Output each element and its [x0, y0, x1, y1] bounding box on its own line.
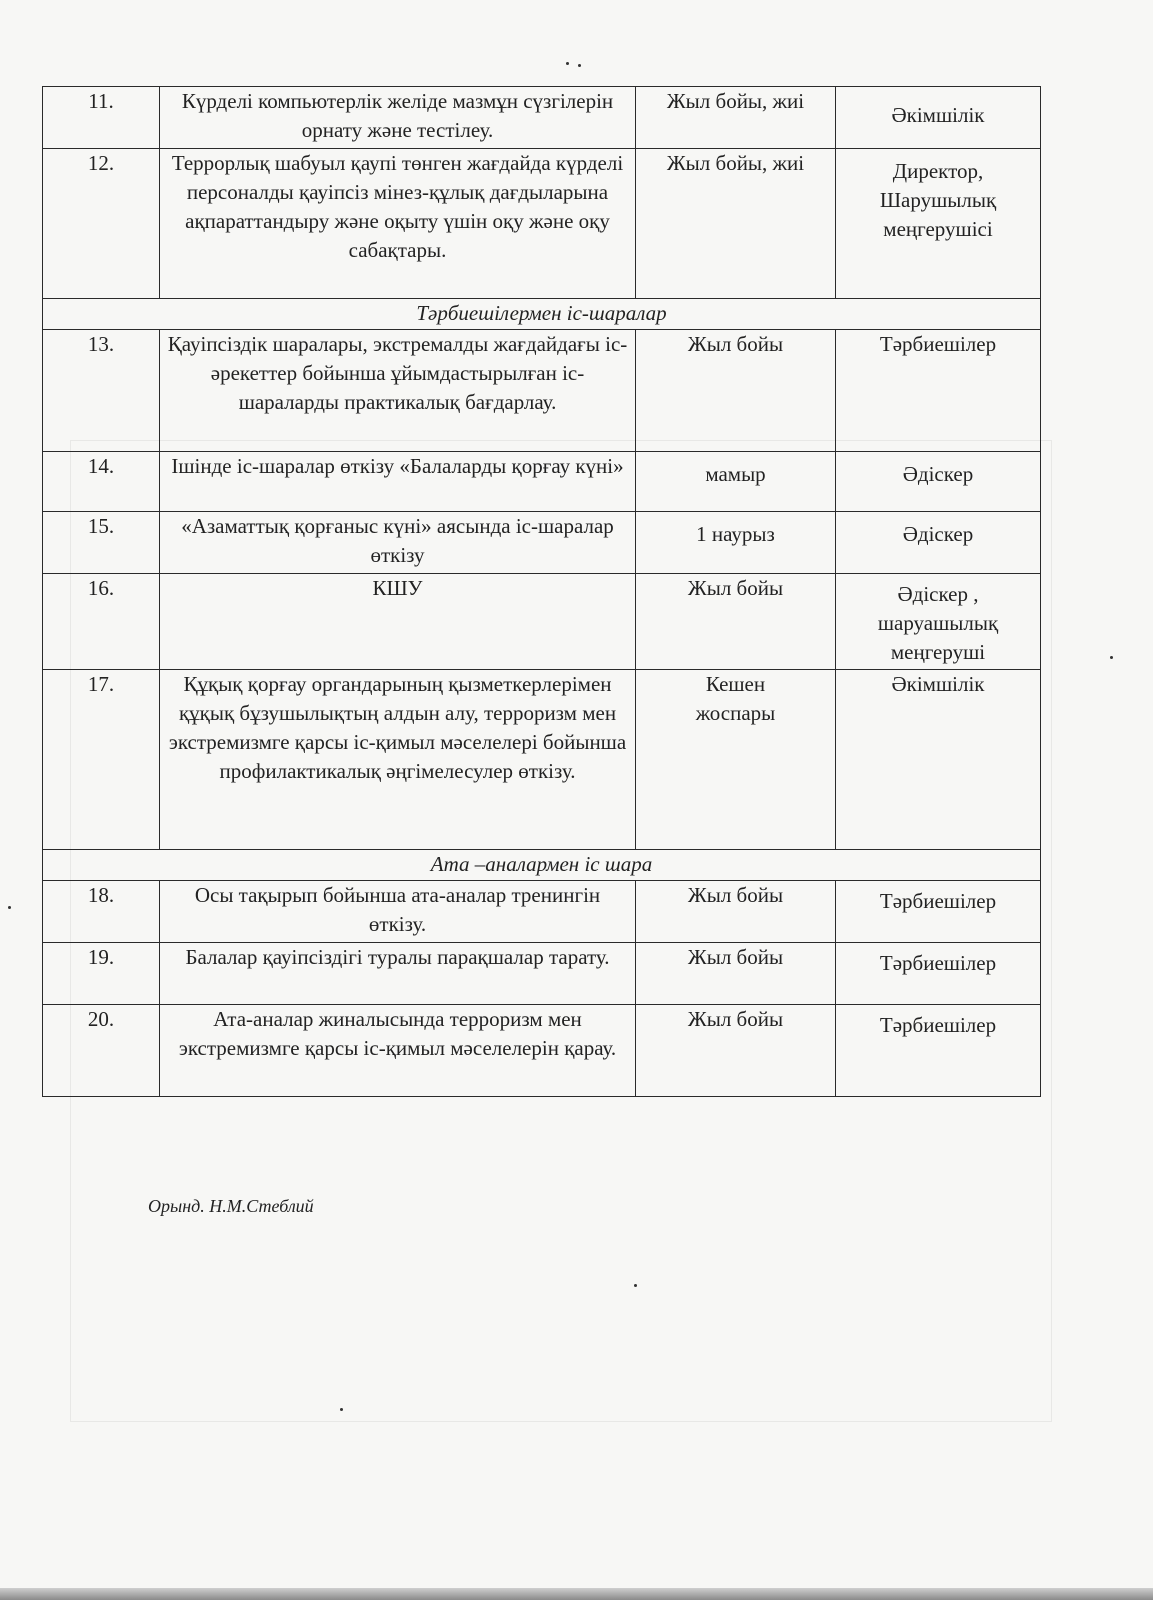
- scan-speck: [634, 1284, 637, 1287]
- event-date: Жыл бойы, жиі: [636, 149, 836, 299]
- table-row: [43, 881, 1041, 943]
- table-row: [43, 670, 1041, 850]
- event-responsible: Тәрбиешілер: [836, 1005, 1041, 1097]
- section-header-row: [43, 299, 1041, 330]
- row-number: 14.: [43, 452, 160, 512]
- event-date: Кешен жоспары: [636, 670, 836, 850]
- table-row: [43, 512, 1041, 574]
- section-title-educators: Тәрбиешілермен іс-шаралар: [43, 299, 1041, 330]
- table-row: [43, 574, 1041, 670]
- event-description: Қауіпсіздік шаралары, экстремалды жағдайдағы іс-әрекеттер бойынша ұйымдастырылған іс-шараларды практикалық бағдарлау.: [160, 330, 636, 452]
- event-description: Құқық қорғау органдарының қызметкерлерімен құқық бұзушылықтың алдын алу, терроризм мен экстремизмге қарсы іс-қимыл мәселелері бойынша профилактикалық әңгімелесулер өткізу.: [160, 670, 636, 850]
- section-header-row: [43, 850, 1041, 881]
- scanner-bottom-edge: [0, 1588, 1153, 1600]
- row-number: 16.: [43, 574, 160, 670]
- event-date: Жыл бойы: [636, 1005, 836, 1097]
- table-row: [43, 452, 1041, 512]
- row-number: 11.: [43, 87, 160, 149]
- event-date: Жыл бойы: [636, 881, 836, 943]
- row-number: 17.: [43, 670, 160, 850]
- event-description: «Азаматтық қорғаныс күні» аясында іс-шаралар өткізу: [160, 512, 636, 574]
- table-row: [43, 1005, 1041, 1097]
- event-description: Террорлық шабуыл қаупі төнген жағдайда күрделі персоналды қауіпсіз мінез-құлық дағдыларына ақпараттандыру және оқыту үшін оқу және оқу сабақтары.: [160, 149, 636, 299]
- table-row: [43, 149, 1041, 299]
- scan-speck: [1110, 656, 1113, 659]
- row-number: 18.: [43, 881, 160, 943]
- executor-signature: Орынд. Н.М.Стеблий: [148, 1196, 314, 1216]
- event-date: Жыл бойы: [636, 330, 836, 452]
- event-plan-table: [42, 86, 1041, 1097]
- row-number: 13.: [43, 330, 160, 452]
- section-title-parents: Ата –аналармен іс шара: [43, 850, 1041, 881]
- event-description: КШУ: [160, 574, 636, 670]
- table-row: [43, 87, 1041, 149]
- event-date: Жыл бойы, жиі: [636, 87, 836, 149]
- event-description: Ата-аналар жиналысында терроризм мен экстремизмге қарсы іс-қимыл мәселелерін қарау.: [160, 1005, 636, 1097]
- scan-speck: [340, 1408, 343, 1411]
- event-responsible: Әдіскер: [836, 452, 1041, 512]
- table-row: [43, 330, 1041, 452]
- scan-speck: [578, 64, 581, 67]
- row-number: 20.: [43, 1005, 160, 1097]
- row-number: 15.: [43, 512, 160, 574]
- event-date: Жыл бойы: [636, 943, 836, 1005]
- event-date: Жыл бойы: [636, 574, 836, 670]
- event-date: 1 наурыз: [636, 512, 836, 574]
- event-responsible: Тәрбиешілер: [836, 943, 1041, 1005]
- event-responsible: Әдіскер , шаруашылық меңгеруші: [836, 574, 1041, 670]
- event-responsible: Әдіскер: [836, 512, 1041, 574]
- event-description: Осы тақырып бойынша ата-аналар тренингін өткізу.: [160, 881, 636, 943]
- scan-speck: [566, 62, 569, 65]
- event-description: Ішінде іс-шаралар өткізу «Балаларды қорғау күні»: [160, 452, 636, 512]
- event-responsible: Әкімшілік: [836, 670, 1041, 850]
- scan-speck: [8, 906, 11, 909]
- event-responsible: Тәрбиешілер: [836, 330, 1041, 452]
- event-description: Күрделі компьютерлік желіде мазмұн сүзгілерін орнату және тестілеу.: [160, 87, 636, 149]
- event-description: Балалар қауіпсіздігі туралы парақшалар тарату.: [160, 943, 636, 1005]
- table-row: [43, 943, 1041, 1005]
- event-responsible: Директор, Шарушылық меңгерушісі: [836, 149, 1041, 299]
- event-responsible: Әкімшілік: [836, 87, 1041, 149]
- event-date: мамыр: [636, 452, 836, 512]
- row-number: 19.: [43, 943, 160, 1005]
- row-number: 12.: [43, 149, 160, 299]
- event-responsible: Тәрбиешілер: [836, 881, 1041, 943]
